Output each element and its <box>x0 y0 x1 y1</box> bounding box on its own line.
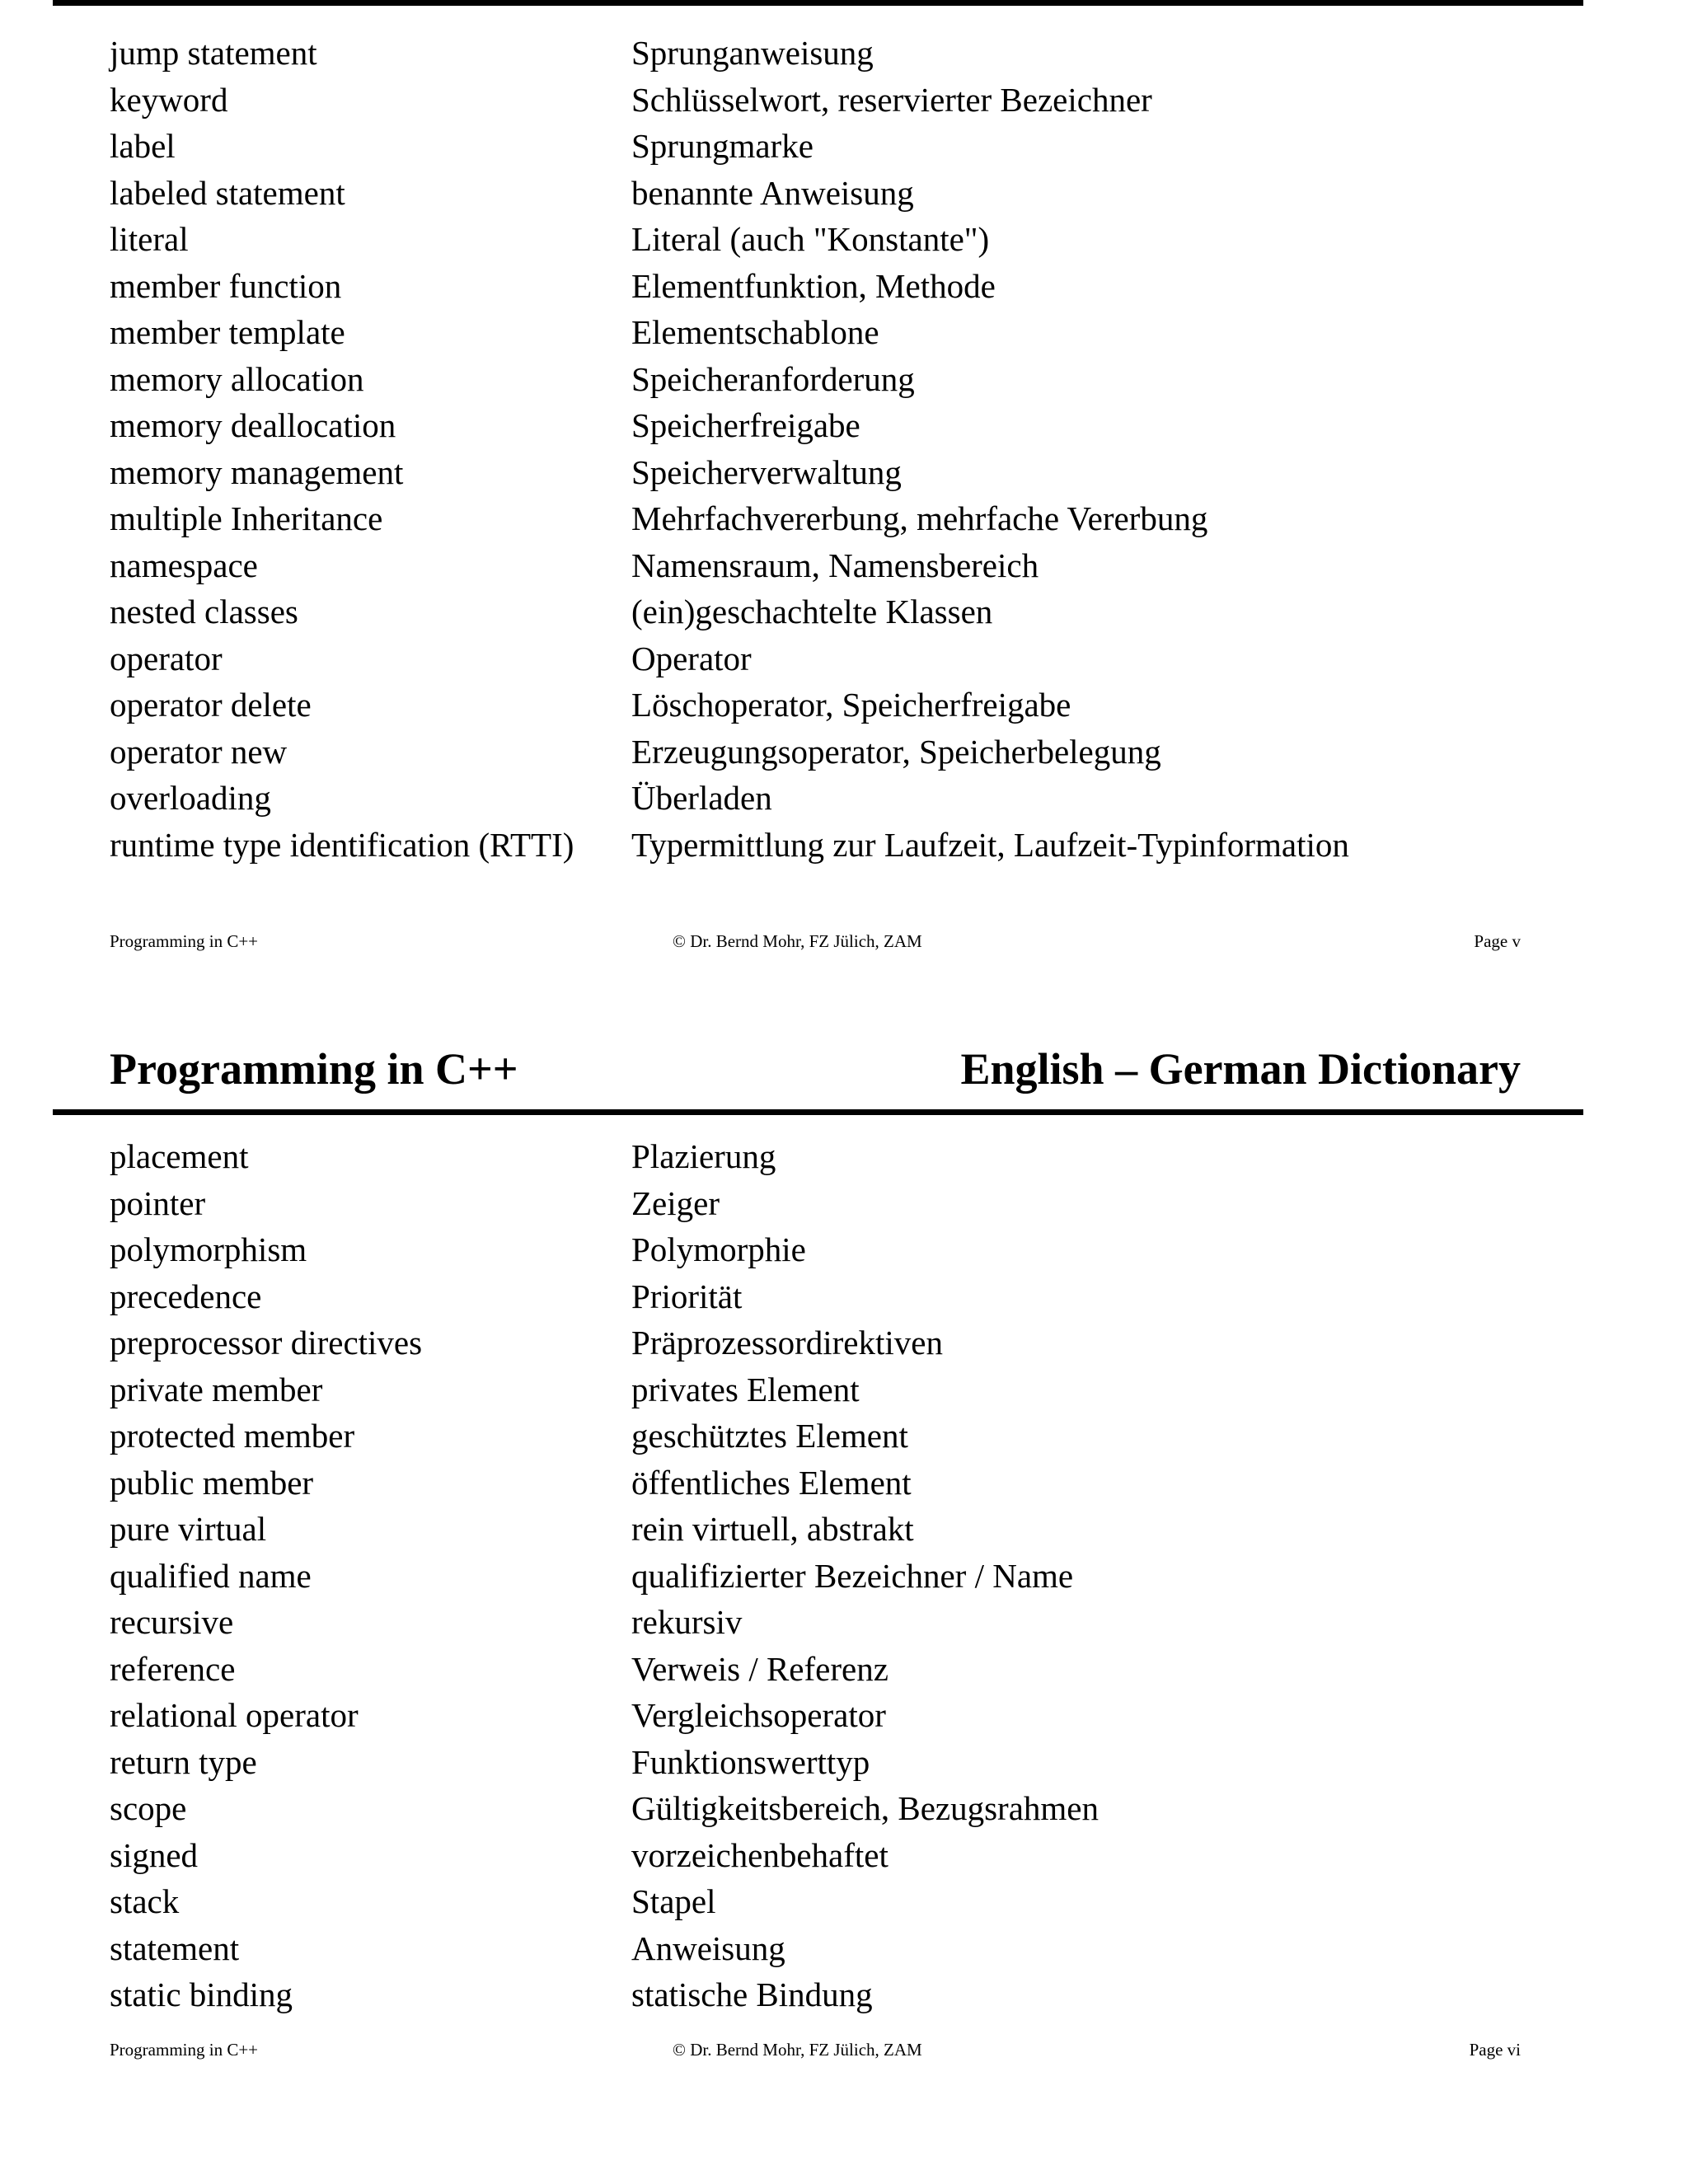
english-term: protected member <box>110 1417 355 1455</box>
english-term: scope <box>110 1789 187 1827</box>
english-term: pointer <box>110 1183 206 1222</box>
dictionary-entry <box>110 588 1593 635</box>
english-term: private member <box>110 1370 323 1408</box>
dictionary-entry <box>110 123 1593 170</box>
german-term: Mehrfachvererbung, mehrfache Vererbung <box>631 499 1208 537</box>
german-term: Überladen <box>631 779 772 817</box>
german-term: Elementfunktion, Methode <box>631 266 996 305</box>
english-term: relational operator <box>110 1696 359 1734</box>
footer-page-number: Page v <box>1474 931 1521 951</box>
footer-copyright: © Dr. Bernd Mohr, FZ Jülich, ZAM <box>673 2040 922 2060</box>
english-term: preprocessor directives <box>110 1324 423 1361</box>
dictionary-entry <box>110 77 1593 124</box>
german-term: privates Element <box>631 1370 860 1408</box>
english-term: memory deallocation <box>110 406 396 444</box>
english-term: pure virtual <box>110 1510 267 1548</box>
dictionary-entry <box>110 1925 1593 1972</box>
footer-copyright: © Dr. Bernd Mohr, FZ Jülich, ZAM <box>673 931 922 951</box>
german-term: Speicheranforderung <box>631 359 915 398</box>
dictionary-entry <box>110 1226 1593 1273</box>
german-term: rekursiv <box>631 1603 743 1641</box>
german-term: öffentliches Element <box>631 1463 912 1502</box>
page-header <box>110 1040 1521 1098</box>
english-term: nested classes <box>110 593 298 630</box>
english-term: memory management <box>110 452 404 491</box>
header-rule <box>53 1109 1583 1115</box>
top-rule <box>53 0 1583 6</box>
german-term: Präprozessordirektiven <box>631 1324 943 1361</box>
dictionary-entry <box>110 402 1593 449</box>
english-term: polymorphism <box>110 1230 307 1268</box>
english-term: runtime type identification (RTTI) <box>110 825 574 864</box>
dictionary-entry <box>110 1739 1593 1786</box>
dictionary-entry <box>110 1785 1593 1832</box>
dictionary-entry <box>110 729 1593 776</box>
english-term: static binding <box>110 1975 293 2013</box>
page-footer <box>110 2037 1521 2062</box>
german-term: rein virtuell, abstrakt <box>631 1510 914 1548</box>
dictionary-entry <box>110 30 1593 77</box>
german-term: Plazierung <box>631 1137 776 1175</box>
german-term: Priorität <box>631 1277 743 1315</box>
dictionary-entry <box>110 1133 1593 1180</box>
german-term: Speicherverwaltung <box>631 452 902 491</box>
dictionary-entry <box>110 216 1593 263</box>
english-term: namespace <box>110 546 258 584</box>
german-term: Literal (auch "Konstante") <box>631 220 990 258</box>
dictionary-entry <box>110 542 1593 589</box>
german-term: Sprunganweisung <box>631 34 874 72</box>
english-term: operator delete <box>110 686 312 724</box>
dictionary-entry <box>110 449 1593 496</box>
english-term: statement <box>110 1929 240 1967</box>
german-term: Stapel <box>631 1882 716 1920</box>
dictionary-entry <box>110 1553 1593 1600</box>
english-term: signed <box>110 1835 199 1874</box>
german-term: Verweis / Referenz <box>631 1649 889 1688</box>
german-term: geschütztes Element <box>631 1417 908 1455</box>
dictionary-entry <box>110 356 1593 403</box>
dictionary-entry <box>110 1319 1593 1366</box>
english-term: label <box>110 127 176 165</box>
dictionary-entry <box>110 1646 1593 1693</box>
english-term: labeled statement <box>110 173 345 212</box>
german-term: Typermittlung zur Laufzeit, Laufzeit-Typinformation <box>631 825 1349 864</box>
german-term: benannte Anweisung <box>631 173 914 212</box>
german-term: Löschoperator, Speicherfreigabe <box>631 686 1071 724</box>
english-term: public member <box>110 1463 314 1502</box>
english-term: reference <box>110 1649 236 1688</box>
german-term: Sprungmarke <box>631 127 814 165</box>
dictionary-entry <box>110 822 1593 869</box>
german-term: Funktionswerttyp <box>631 1742 870 1781</box>
english-term: literal <box>110 220 189 258</box>
english-term: recursive <box>110 1603 234 1641</box>
dictionary-entry <box>110 682 1593 729</box>
dictionary-entry <box>110 1180 1593 1227</box>
dictionary-entry <box>110 1506 1593 1553</box>
dictionary-entry <box>110 1366 1593 1413</box>
german-term: Zeiger <box>631 1183 720 1222</box>
footer-page-number: Page vi <box>1469 2040 1521 2060</box>
dictionary-entry <box>110 263 1593 310</box>
dictionary-list-page-v <box>110 30 1593 868</box>
header-section-title: English – German Dictionary <box>960 1044 1521 1094</box>
english-term: member template <box>110 313 345 351</box>
dictionary-entry <box>110 1273 1593 1320</box>
german-term: vorzeichenbehaftet <box>631 1835 889 1874</box>
dictionary-entry <box>110 635 1593 682</box>
german-term: Erzeugungsoperator, Speicherbelegung <box>631 732 1161 771</box>
english-term: precedence <box>110 1277 262 1315</box>
dictionary-entry <box>110 1599 1593 1646</box>
english-term: stack <box>110 1882 180 1920</box>
english-term: multiple Inheritance <box>110 499 383 537</box>
english-term: placement <box>110 1137 249 1175</box>
footer-title: Programming in C++ <box>110 2040 259 2060</box>
german-term: Namensraum, Namensbereich <box>631 546 1039 584</box>
header-title: Programming in C++ <box>110 1044 518 1094</box>
dictionary-entry <box>110 1413 1593 1460</box>
dictionary-entry <box>110 1692 1593 1739</box>
english-term: jump statement <box>110 34 317 72</box>
page-footer <box>110 929 1521 954</box>
english-term: memory allocation <box>110 359 364 398</box>
german-term: Speicherfreigabe <box>631 406 860 444</box>
footer-title: Programming in C++ <box>110 931 259 951</box>
dictionary-entry <box>110 1832 1593 1879</box>
english-term: operator <box>110 639 223 677</box>
german-term: Anweisung <box>631 1929 785 1967</box>
dictionary-entry <box>110 495 1593 542</box>
dictionary-entry <box>110 775 1593 822</box>
english-term: operator new <box>110 732 288 771</box>
dictionary-entry <box>110 170 1593 217</box>
german-term: Gültigkeitsbereich, Bezugsrahmen <box>631 1789 1099 1827</box>
dictionary-entry <box>110 309 1593 356</box>
german-term: qualifizierter Bezeichner / Name <box>631 1556 1074 1595</box>
english-term: keyword <box>110 80 228 119</box>
german-term: (ein)geschachtelte Klassen <box>631 593 993 630</box>
english-term: return type <box>110 1742 257 1781</box>
dictionary-entry <box>110 1460 1593 1507</box>
english-term: member function <box>110 266 342 305</box>
german-term: statische Bindung <box>631 1975 873 2013</box>
german-term: Schlüsselwort, reservierter Bezeichner <box>631 80 1152 119</box>
dictionary-list-page-vi <box>110 1133 1593 2018</box>
english-term: qualified name <box>110 1556 312 1595</box>
german-term: Elementschablone <box>631 313 879 351</box>
dictionary-entry <box>110 1878 1593 1925</box>
german-term: Operator <box>631 639 752 677</box>
german-term: Polymorphie <box>631 1230 806 1268</box>
dictionary-entry <box>110 1971 1593 2018</box>
english-term: overloading <box>110 779 271 817</box>
german-term: Vergleichsoperator <box>631 1696 886 1734</box>
